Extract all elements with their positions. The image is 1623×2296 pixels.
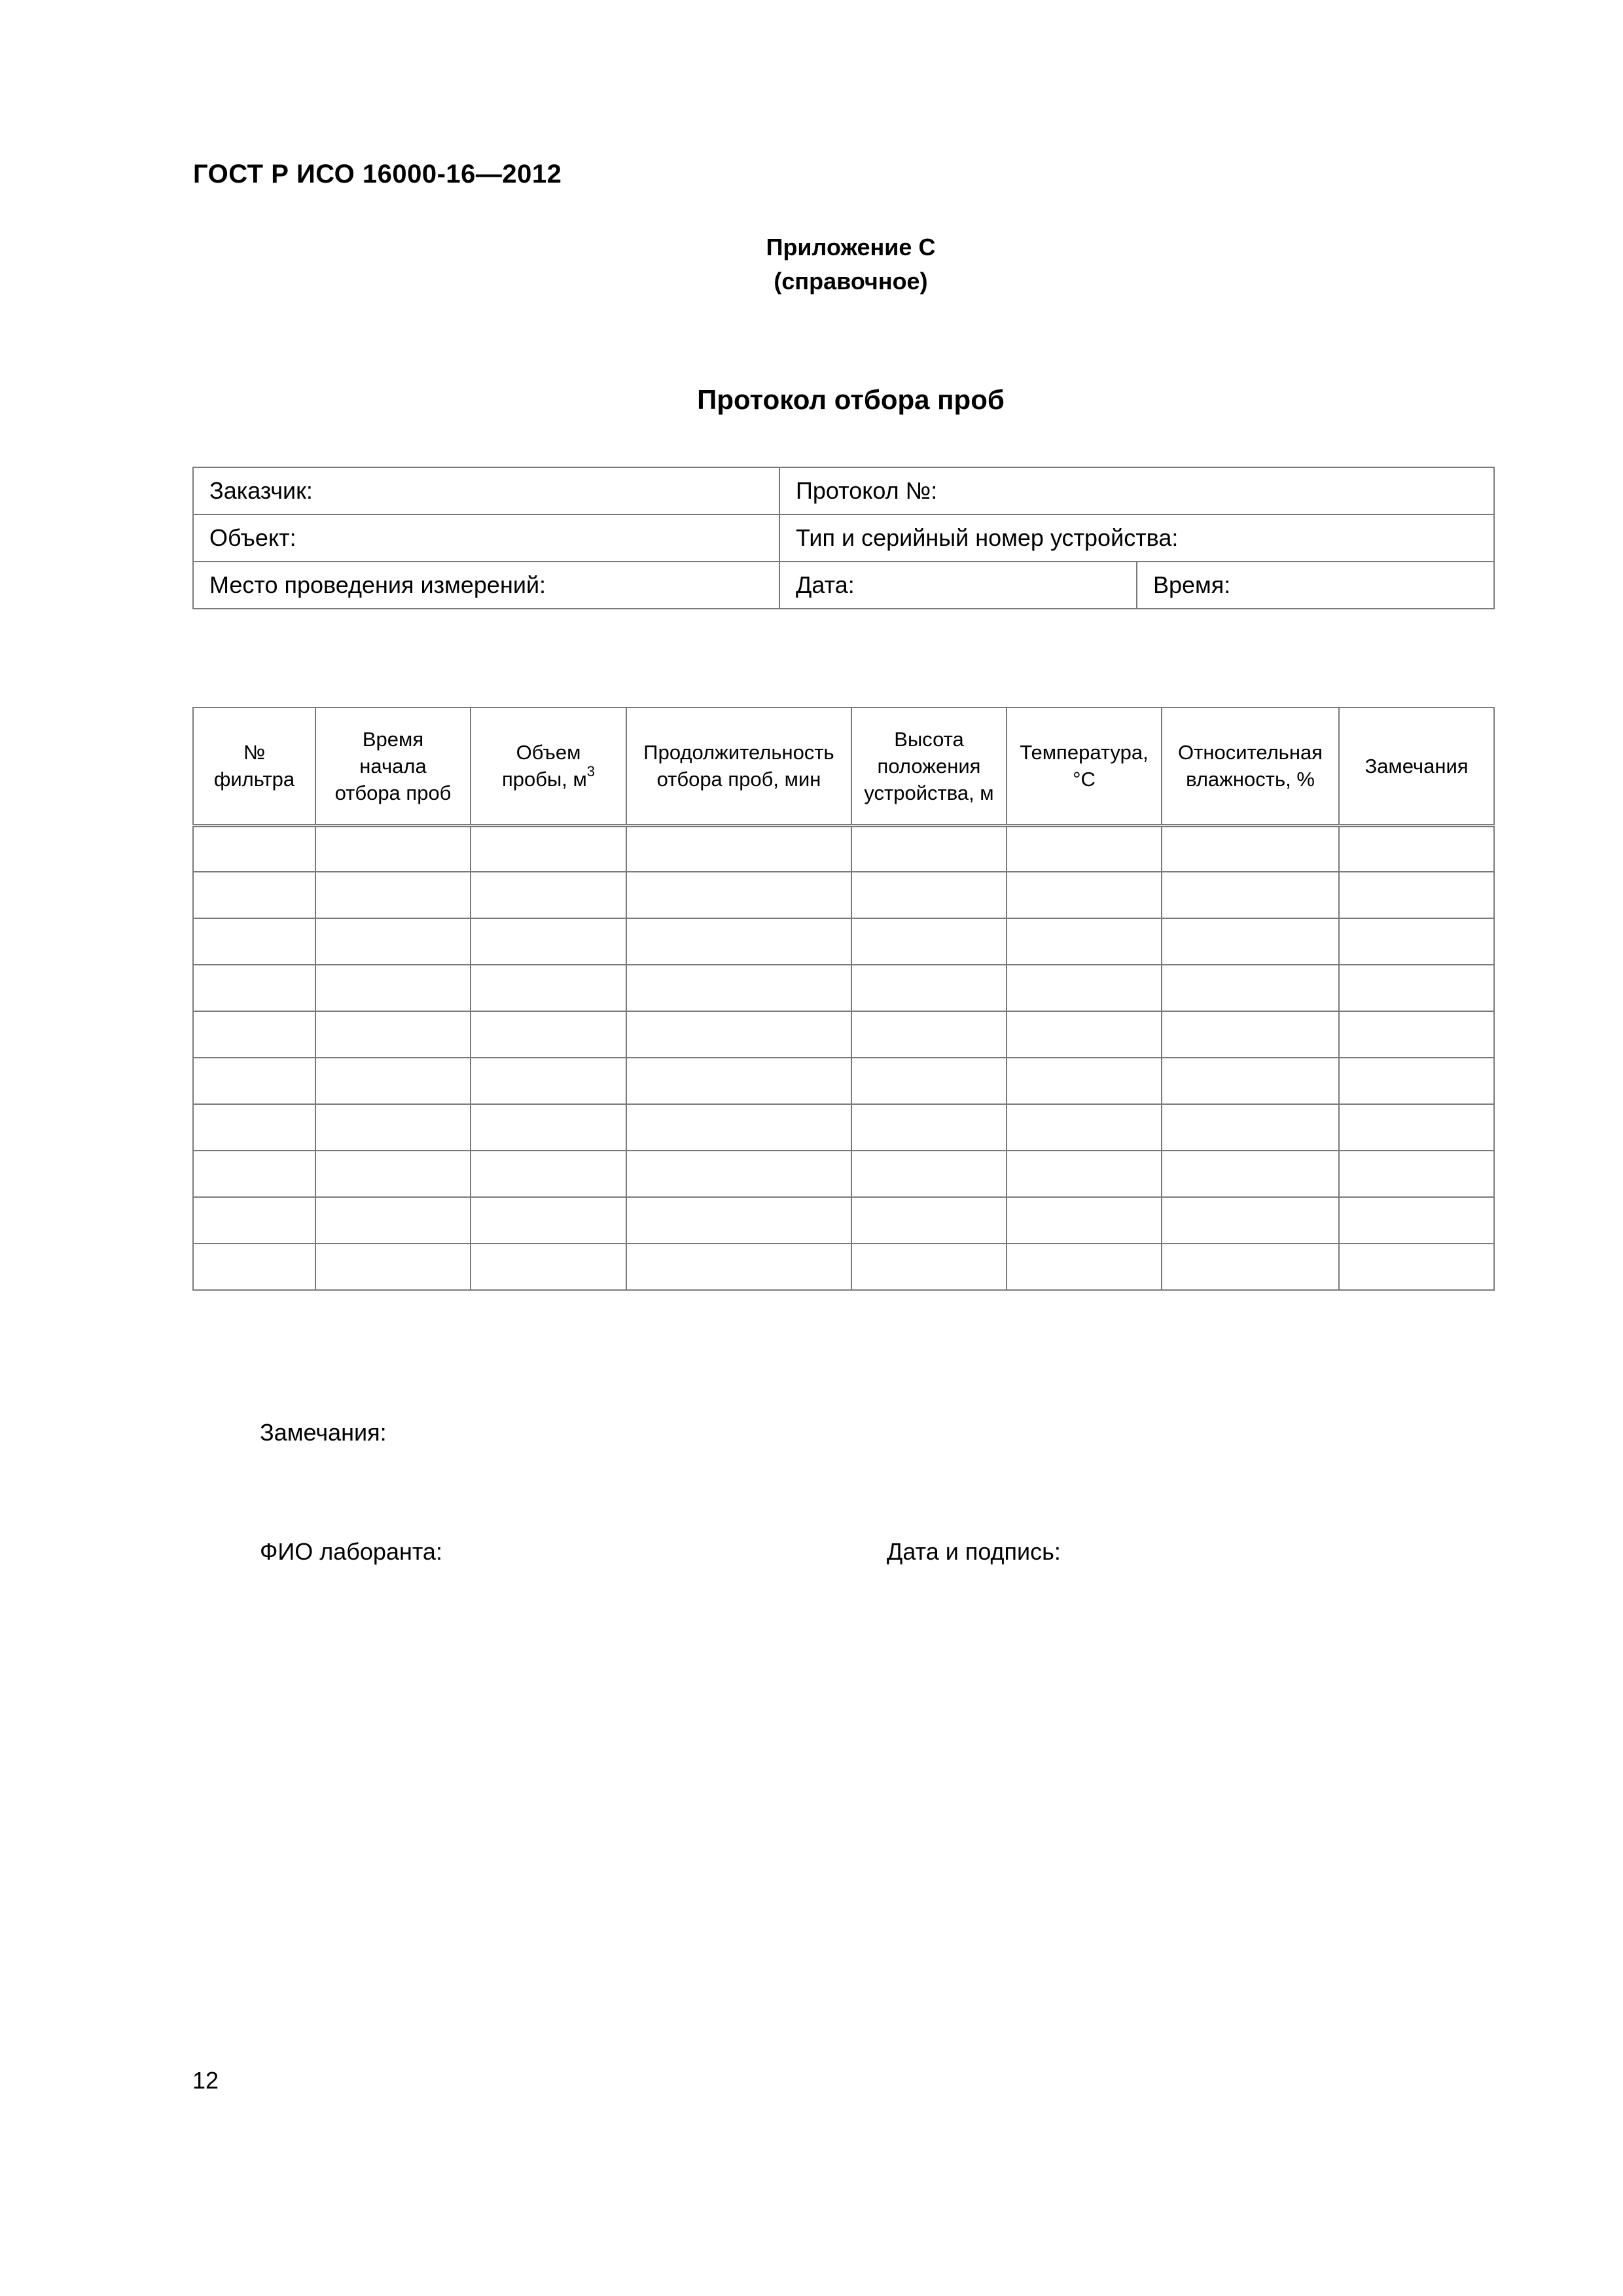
table-cell[interactable] <box>471 918 626 965</box>
superscript-three: 3 <box>586 762 596 780</box>
table-cell[interactable] <box>315 825 471 872</box>
table-cell[interactable] <box>851 872 1007 918</box>
table-row <box>193 1151 1494 1197</box>
time-field[interactable] <box>1137 562 1494 609</box>
table-cell[interactable] <box>1339 825 1494 872</box>
table-cell[interactable] <box>626 918 851 965</box>
table-cell[interactable] <box>851 1151 1007 1197</box>
info-table <box>192 467 1495 609</box>
table-cell[interactable] <box>315 1058 471 1104</box>
table-cell[interactable] <box>626 1244 851 1290</box>
table-cell[interactable] <box>193 1197 315 1244</box>
table-cell[interactable] <box>1007 1011 1162 1058</box>
remarks-label: Замечания: <box>260 1419 387 1446</box>
table-cell[interactable] <box>1162 965 1339 1011</box>
table-body <box>193 825 1494 1290</box>
table-cell[interactable] <box>193 918 315 965</box>
table-cell[interactable] <box>471 872 626 918</box>
info-row <box>193 514 1494 562</box>
table-cell[interactable] <box>851 1011 1007 1058</box>
table-cell[interactable] <box>1007 1197 1162 1244</box>
table-cell[interactable] <box>315 1197 471 1244</box>
table-cell[interactable] <box>193 1244 315 1290</box>
protocol-number-field[interactable] <box>779 467 1494 514</box>
table-cell[interactable] <box>315 1104 471 1151</box>
table-cell[interactable] <box>1339 1197 1494 1244</box>
device-field[interactable] <box>779 514 1494 562</box>
table-cell[interactable] <box>1339 1104 1494 1151</box>
column-header-filter-no: № фильтра <box>193 708 315 825</box>
column-header-humidity: Относительная влажность, % <box>1162 708 1339 825</box>
table-cell[interactable] <box>626 825 851 872</box>
table-cell[interactable] <box>315 1151 471 1197</box>
table-cell[interactable] <box>471 1244 626 1290</box>
table-cell[interactable] <box>471 1058 626 1104</box>
column-header-remarks: Замечания <box>1339 708 1494 825</box>
time-label: Время: <box>1153 571 1231 598</box>
info-row <box>193 562 1494 609</box>
table-cell[interactable] <box>1339 965 1494 1011</box>
protocol-number-label: Протокол №: <box>796 477 938 504</box>
table-row <box>193 872 1494 918</box>
table-cell[interactable] <box>315 965 471 1011</box>
table-cell[interactable] <box>471 1011 626 1058</box>
table-cell[interactable] <box>851 1058 1007 1104</box>
table-cell[interactable] <box>1007 1151 1162 1197</box>
table-cell[interactable] <box>315 1011 471 1058</box>
table-cell[interactable] <box>1339 1151 1494 1197</box>
table-cell[interactable] <box>193 872 315 918</box>
device-label: Тип и серийный номер устройства: <box>796 524 1179 551</box>
table-row <box>193 1011 1494 1058</box>
table-cell[interactable] <box>851 1244 1007 1290</box>
table-cell[interactable] <box>626 872 851 918</box>
table-cell[interactable] <box>471 825 626 872</box>
column-header-duration: Продолжительность отбора проб, мин <box>626 708 851 825</box>
table-cell[interactable] <box>193 1058 315 1104</box>
object-label: Объект: <box>209 524 296 551</box>
table-cell[interactable] <box>471 1104 626 1151</box>
table-cell[interactable] <box>1339 1058 1494 1104</box>
table-cell[interactable] <box>626 1197 851 1244</box>
table-cell[interactable] <box>626 965 851 1011</box>
table-row <box>193 1197 1494 1244</box>
table-cell[interactable] <box>193 825 315 872</box>
table-cell[interactable] <box>1007 1104 1162 1151</box>
table-cell[interactable] <box>315 1244 471 1290</box>
table-row <box>193 918 1494 965</box>
table-cell[interactable] <box>193 1151 315 1197</box>
page-number: 12 <box>192 2067 219 2094</box>
location-label: Место проведения измерений: <box>209 571 546 598</box>
table-cell[interactable] <box>1007 825 1162 872</box>
table-cell[interactable] <box>193 1011 315 1058</box>
annex-type: (справочное) <box>774 268 928 295</box>
table-cell[interactable] <box>1339 918 1494 965</box>
protocol-title: Протокол отбора проб <box>697 384 1005 415</box>
table-cell[interactable] <box>1007 965 1162 1011</box>
table-cell[interactable] <box>1162 872 1339 918</box>
customer-label: Заказчик: <box>209 477 313 504</box>
sampling-data-table <box>192 707 1495 1291</box>
location-field[interactable] <box>193 562 779 609</box>
table-row <box>193 1104 1494 1151</box>
table-row <box>193 825 1494 872</box>
table-cell[interactable] <box>471 965 626 1011</box>
table-cell[interactable] <box>1339 1011 1494 1058</box>
table-cell[interactable] <box>851 1197 1007 1244</box>
date-label: Дата: <box>796 571 855 598</box>
date-field[interactable] <box>779 562 1137 609</box>
table-cell[interactable] <box>1339 872 1494 918</box>
table-cell[interactable] <box>851 825 1007 872</box>
table-cell[interactable] <box>851 1104 1007 1151</box>
date-signature-label: Дата и подпись: <box>887 1538 1061 1565</box>
column-header-temperature: Температура, °С <box>1007 708 1162 825</box>
info-row <box>193 467 1494 514</box>
column-header-start-time: Время начала отбора проб <box>315 708 471 825</box>
column-header-device-height: Высота положения устройства, м <box>851 708 1007 825</box>
table-row <box>193 1058 1494 1104</box>
table-cell[interactable] <box>1007 918 1162 965</box>
customer-field[interactable] <box>193 467 779 514</box>
annex-title: Приложение С <box>766 234 936 260</box>
column-header-sample-volume: Объем пробы, $м^3$ <box>471 708 626 825</box>
table-cell[interactable] <box>1007 1244 1162 1290</box>
table-cell[interactable] <box>851 918 1007 965</box>
table-cell[interactable] <box>1162 1058 1339 1104</box>
table-cell[interactable] <box>626 1011 851 1058</box>
lab-technician-label: ФИО лаборанта: <box>260 1538 442 1565</box>
table-cell[interactable] <box>1162 918 1339 965</box>
table-cell[interactable] <box>1162 1104 1339 1151</box>
table-cell[interactable] <box>1162 1244 1339 1290</box>
table-cell[interactable] <box>1339 1244 1494 1290</box>
annex-heading <box>654 230 1047 298</box>
table-cell[interactable] <box>193 1104 315 1151</box>
table-row <box>193 1244 1494 1290</box>
table-cell[interactable] <box>626 1151 851 1197</box>
table-cell[interactable] <box>1162 825 1339 872</box>
table-cell[interactable] <box>1007 1058 1162 1104</box>
table-cell[interactable] <box>193 965 315 1011</box>
table-cell[interactable] <box>1007 872 1162 918</box>
object-field[interactable] <box>193 514 779 562</box>
table-cell[interactable] <box>626 1058 851 1104</box>
document-header: ГОСТ Р ИСО 16000-16—2012 <box>193 160 562 188</box>
table-cell[interactable] <box>315 872 471 918</box>
table-cell[interactable] <box>1162 1151 1339 1197</box>
header-row <box>193 708 1494 825</box>
table-cell[interactable] <box>1162 1011 1339 1058</box>
table-cell[interactable] <box>1162 1197 1339 1244</box>
table-cell[interactable] <box>471 1151 626 1197</box>
table-row <box>193 965 1494 1011</box>
table-cell[interactable] <box>851 965 1007 1011</box>
table-cell[interactable] <box>315 918 471 965</box>
table-cell[interactable] <box>626 1104 851 1151</box>
table-cell[interactable] <box>471 1197 626 1244</box>
